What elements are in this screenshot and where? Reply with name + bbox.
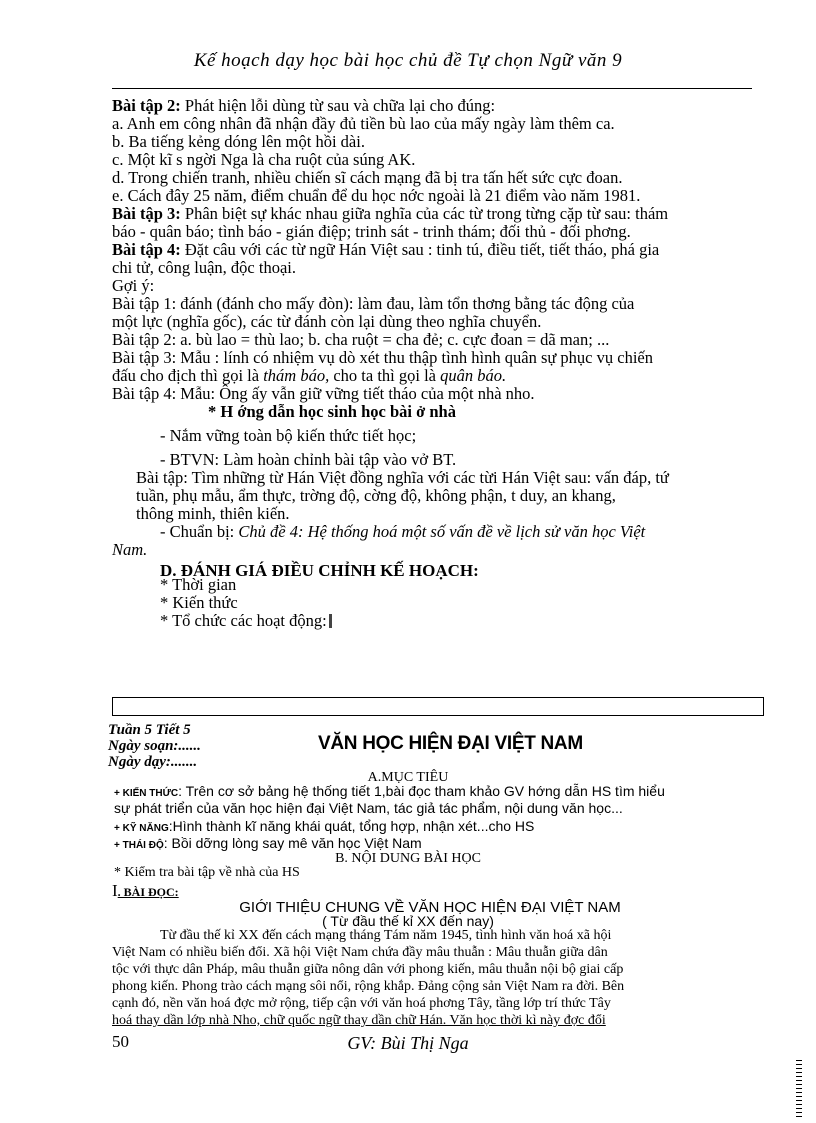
homework-item-1: - Nắm vững toàn bộ kiến thức tiết học; — [160, 426, 417, 445]
section-d-heading: D. ĐÁNH GIÁ ĐIỀU CHỈNH KẾ HOẠCH: — [160, 561, 479, 580]
prepare-label: - Chuẩn bị: — [160, 522, 239, 541]
exercise-4-label: Bài tập 4: — [112, 240, 181, 259]
hint-1-cont: một lực (nghĩa gốc), các từ đánh còn lại dùng theo nghĩa chuyển. — [112, 312, 542, 331]
lesson-title: VĂN HỌC HIỆN ĐẠI VIỆT NAM — [318, 733, 583, 754]
reading-number: I — [112, 881, 118, 900]
exercise-3-heading — [112, 205, 668, 223]
objectives-heading: A.MỤC TIÊU — [367, 770, 449, 785]
hint-3-pre: đấu cho địch thì gọi là — [112, 366, 264, 385]
exercise-2-heading — [112, 97, 495, 115]
eval-time: * Thời gian — [160, 575, 237, 594]
knowledge-cont: sự phát triển của văn học hiện đại Việt Nam, tác giả tác phẩm, nội dung văn học... — [114, 800, 623, 816]
homework-exercise-cont-2: thông minh, thiên kiến. — [136, 504, 290, 523]
hint-3-mid: cho ta thì gọi là — [329, 366, 441, 385]
exercise-2-item-a: a. Anh em công nhân đã nhận đầy đủ tiền bù lao của mấy ngày làm thêm ca. — [112, 114, 615, 133]
attitude-tag: + THÁI ĐỘ — [114, 840, 164, 851]
knowledge-tag: + KIẾN THỨC — [114, 788, 179, 799]
exercise-3-text-cont: báo - quân báo; tình báo - gián điệp; trinh sát - trinh thám; đối thủ - đối phơng. — [112, 222, 631, 241]
exercise-2-item-e: e. Cách đây 25 năm, điểm chuẩn để du học nớc ngoài là 21 điểm vào năm 1981. — [112, 186, 641, 205]
homework-exercise-cont: tuần, phụ mẫu, ẩm thực, trờng độ, cờng độ, không phận, t duy, an khang, — [136, 486, 616, 505]
exercise-4-text: Đặt câu với các từ ngữ Hán Việt sau : tinh tú, điều tiết, tiết tháo, phá gia — [180, 240, 660, 259]
homework-item-2: - BTVN: Làm hoàn chỉnh bài tập vào vở BT. — [160, 450, 457, 469]
para-line-6: hoá thay dần lớp nhà Nho, chữ quốc ngữ thay dần chữ Hán. Văn học thời kì này đợc đổi — [112, 1013, 606, 1028]
week-lesson: Tuần 5 Tiết 5 — [108, 722, 191, 738]
skills-tag: + KỸ NĂNG — [114, 823, 169, 834]
prepare-topic-cont: Nam. — [112, 540, 148, 559]
hint-4: Bài tập 4: Mẫu: Ông ấy vẫn giữ vững tiết tháo của một nhà nho. — [112, 384, 535, 403]
prepare-line — [160, 523, 645, 541]
intro-title: GIỚI THIỆU CHUNG VỀ VĂN HỌC HIỆN ĐẠI VIỆT NAM — [239, 899, 621, 916]
exercise-2-label: Bài tập 2: — [112, 96, 181, 115]
hint-3-term-2: quân báo. — [440, 366, 507, 385]
para-line-5: cạnh đó, nền văn hoá đợc mở rộng, tiếp cận với văn hoá phơng Tây, tầng lớp trí thức Tây — [112, 996, 611, 1011]
para-line-3: tộc với thực dân Pháp, mâu thuẫn giữa nông dân với phong kiến, mâu thuẫn nội bộ giai cấp — [112, 962, 624, 977]
homework-heading: * H ớng dẫn học sinh học bài ở nhà — [208, 402, 456, 421]
eval-activities-label: * Tổ chức các hoạt động: — [160, 611, 327, 630]
section-divider-box — [112, 697, 764, 716]
eval-knowledge: * Kiến thức — [160, 593, 238, 612]
para-line-1: Từ đầu thế kỉ XX đến cách mạng tháng Tám năm 1945, tình hình văn hoá xã hội — [160, 928, 612, 943]
para-line-2: Việt Nam có nhiều biến đổi. Xã hội Việt Nam chứa đầy mâu thuẫn : Mâu thuẫn giữa dân — [112, 945, 608, 960]
exercise-2-item-b: b. Ba tiếng kẻng dóng lên một hồi dài. — [112, 132, 365, 151]
header-rule — [112, 88, 752, 89]
exercise-2-item-d: d. Trong chiến tranh, nhiều chiến sĩ cách mạng đã bị tra tấn hết sức cực đoan. — [112, 168, 623, 187]
margin-dots — [796, 1060, 802, 1120]
content-heading: B. NỘI DUNG BÀI HỌC — [335, 851, 481, 866]
knowledge-text: : Trên cơ sở bảng hệ thống tiết 1,bài đọc tham khảo GV hớng dẫn HS tìm hiểu — [178, 783, 665, 799]
exercise-3-text: Phân biệt sự khác nhau giữa nghĩa của các từ trong từng cặp từ sau: thám — [180, 204, 669, 223]
prepare-topic: Chủ đề 4: Hệ thống hoá một số vấn đề về lịch sử văn học Việt — [238, 522, 646, 541]
homework-check: * Kiểm tra bài tập về nhà của HS — [114, 865, 300, 880]
hint-2: Bài tập 2: a. bù lao = thù lao; b. cha ruột = cha đẻ; c. cực đoan = dã man; ... — [112, 330, 610, 349]
hint-3-term-1: thám báo, — [263, 366, 330, 385]
exercise-2-item-c: c. Một kĩ s ngời Nga là cha ruột của súng AK. — [112, 150, 416, 169]
hints-heading: Gợi ý: — [112, 276, 155, 295]
text-cursor-icon — [329, 614, 332, 628]
exercise-3-label: Bài tập 3: — [112, 204, 181, 223]
exercise-4-text-cont: chi tử, công luận, độc thoại. — [112, 258, 296, 277]
hint-1: Bài tập 1: đánh (đánh cho mấy đòn): làm đau, làm tổn thơng bằng tác động của — [112, 294, 635, 313]
exercise-2-text: Phát hiện lỗi dùng từ sau và chữa lại cho đúng: — [180, 96, 496, 115]
preparation-date: Ngày soạn:...... — [108, 738, 201, 754]
hint-3-cont — [112, 367, 506, 385]
attitude-text: : Bồi dỡng lòng say mê văn học Việt Nam — [163, 835, 422, 851]
intro-subtitle: ( Từ đầu thế kỉ XX đến nay) — [322, 913, 494, 929]
running-header: Kế hoạch dạy học bài học chủ đề Tự chọn Ngữ văn 9 — [193, 50, 623, 71]
teaching-date: Ngày dạy:....... — [108, 754, 198, 770]
skills-text: :Hình thành kĩ năng khái quát, tổng hợp, nhận xét...cho HS — [168, 818, 535, 834]
para-line-4: phong kiến. Phong trào cách mạng sôi nổi, rộng khắp. Đảng cộng sản Việt Nam ra đời. Bên — [112, 979, 625, 994]
eval-activities — [160, 612, 332, 630]
homework-exercise: Bài tập: Tìm những từ Hán Việt đồng nghĩa với các từi Hán Việt sau: vấn đáp, tứ — [136, 468, 669, 487]
exercise-4-heading — [112, 241, 659, 259]
page-number: 50 — [112, 1032, 129, 1051]
teacher-name: GV: Bùi Thị Nga — [347, 1033, 469, 1053]
reading-label: . BÀI ĐỌC: — [117, 885, 179, 899]
hint-3: Bài tập 3: Mẫu : lính có nhiệm vụ dò xét thu thập tình hình quân sự phục vụ chiến — [112, 348, 653, 367]
